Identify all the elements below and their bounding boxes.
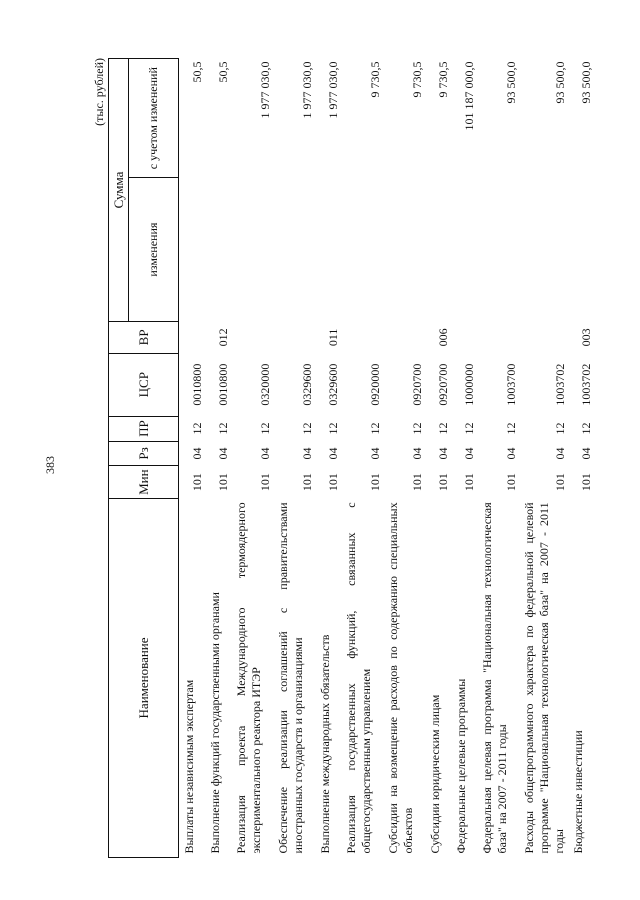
units-note: (тыс. рублей) xyxy=(92,58,106,126)
row-vr: 006 xyxy=(436,328,450,347)
row-change xyxy=(315,178,341,322)
row-csr: 0329600 xyxy=(326,363,340,406)
row-pr: 12 xyxy=(410,422,424,435)
row-vr xyxy=(179,321,206,353)
row-csr: 0329600 xyxy=(300,363,314,406)
header-rz: Рз xyxy=(109,441,179,466)
row-total: 50,5 xyxy=(190,61,204,83)
row-rz: 04 xyxy=(326,447,340,460)
row-pr: 12 xyxy=(462,422,476,435)
header-change: изменения xyxy=(129,178,179,322)
header-name: Наименование xyxy=(109,498,179,857)
header-min: Мин xyxy=(109,466,179,498)
row-pr: 12 xyxy=(368,422,382,435)
row-change xyxy=(179,178,206,322)
row-change xyxy=(341,178,383,322)
row-vr xyxy=(451,321,477,353)
row-name: Выполнение международных обязательств xyxy=(318,634,332,854)
header-csr: ЦСР xyxy=(109,353,179,416)
table-body xyxy=(179,59,595,858)
row-name: Реализация государственных функций, связанных с общегосударственным управлением xyxy=(344,502,373,854)
row-csr: 0320000 xyxy=(258,363,272,406)
row-rz: 04 xyxy=(410,447,424,460)
row-total: 1 977 030,0 xyxy=(300,61,314,119)
row-name: Реализация проекта Международного термоядерного экспериментального реактора ИТЭР xyxy=(234,502,263,854)
table-row xyxy=(477,59,519,858)
row-min: 101 xyxy=(258,473,272,492)
row-min: 101 xyxy=(300,473,314,492)
row-change xyxy=(425,178,451,322)
row-pr: 12 xyxy=(300,422,314,435)
row-vr xyxy=(383,321,425,353)
row-pr: 12 xyxy=(579,422,593,435)
row-pr: 12 xyxy=(553,422,567,435)
row-total: 1 977 030,0 xyxy=(326,61,340,119)
row-rz: 04 xyxy=(504,447,518,460)
table-row xyxy=(425,59,451,858)
row-change xyxy=(568,178,594,322)
rotated-page xyxy=(92,58,593,858)
row-min: 101 xyxy=(579,473,593,492)
row-change xyxy=(273,178,315,322)
row-min: 101 xyxy=(410,473,424,492)
row-min: 101 xyxy=(216,473,230,492)
table-row xyxy=(205,59,231,858)
budget-table xyxy=(108,58,594,858)
row-csr: 0010800 xyxy=(190,363,204,406)
row-csr: 1000000 xyxy=(462,363,476,406)
table-row xyxy=(179,59,206,858)
row-total: 50,5 xyxy=(216,61,230,83)
table-row xyxy=(568,59,594,858)
row-pr: 12 xyxy=(258,422,272,435)
row-change xyxy=(519,178,568,322)
row-vr xyxy=(273,321,315,353)
row-csr: 1003702 xyxy=(553,363,567,406)
header-with-changes: с учетом изменений xyxy=(129,59,179,178)
row-csr: 0920000 xyxy=(368,363,382,406)
row-total: 93 500,0 xyxy=(579,61,593,104)
row-name: Обеспечение реализации соглашений с правительствами иностранных государств и организациями xyxy=(276,502,305,854)
row-total: 1 977 030,0 xyxy=(258,61,272,119)
row-vr xyxy=(231,321,273,353)
header-vr: ВР xyxy=(109,321,179,353)
row-rz: 04 xyxy=(579,447,593,460)
row-total: 93 500,0 xyxy=(504,61,518,104)
table-row xyxy=(231,59,273,858)
row-name: Федеральная целевая программа "Национальная технологическая база" на 2007 - 2011 годы xyxy=(480,502,509,854)
row-vr xyxy=(341,321,383,353)
row-name: Субсидии юридическим лицам xyxy=(428,694,442,854)
row-change xyxy=(205,178,231,322)
row-pr: 12 xyxy=(326,422,340,435)
row-pr: 12 xyxy=(190,422,204,435)
row-min: 101 xyxy=(368,473,382,492)
table-row xyxy=(315,59,341,858)
row-rz: 04 xyxy=(462,447,476,460)
row-rz: 04 xyxy=(553,447,567,460)
row-total: 9 730,5 xyxy=(410,61,424,98)
page-number: 383 xyxy=(43,456,57,474)
row-csr: 1003702 xyxy=(579,363,593,406)
row-rz: 04 xyxy=(216,447,230,460)
row-name: Бюджетные инвестиции xyxy=(571,730,585,854)
row-change xyxy=(383,178,425,322)
row-csr: 1003700 xyxy=(504,363,518,406)
header-sum: Сумма xyxy=(109,59,129,322)
row-pr: 12 xyxy=(436,422,450,435)
row-pr: 12 xyxy=(504,422,518,435)
row-rz: 04 xyxy=(258,447,272,460)
row-total: 9 730,5 xyxy=(436,61,450,98)
row-min: 101 xyxy=(553,473,567,492)
row-vr xyxy=(519,321,568,353)
row-min: 101 xyxy=(326,473,340,492)
row-vr: 003 xyxy=(579,328,593,347)
row-min: 101 xyxy=(462,473,476,492)
row-change xyxy=(477,178,519,322)
row-csr: 0010800 xyxy=(216,363,230,406)
row-change xyxy=(451,178,477,322)
row-vr: 012 xyxy=(216,328,230,347)
row-vr xyxy=(477,321,519,353)
row-csr: 0920700 xyxy=(410,363,424,406)
header-pr: ПР xyxy=(109,416,179,441)
row-csr: 0920700 xyxy=(436,363,450,406)
row-name: Выполнение функций государственными органами xyxy=(208,592,222,854)
row-min: 101 xyxy=(190,473,204,492)
table-row xyxy=(519,59,568,858)
row-name: Федеральные целевые программы xyxy=(454,678,468,854)
row-total: 93 500,0 xyxy=(553,61,567,104)
row-rz: 04 xyxy=(368,447,382,460)
table-row xyxy=(383,59,425,858)
row-rz: 04 xyxy=(436,447,450,460)
row-name: Субсидии на возмещение расходов по содержанию специальных объектов xyxy=(386,502,415,854)
row-total: 101 187 000,0 xyxy=(462,61,476,131)
row-vr: 011 xyxy=(326,328,340,347)
row-change xyxy=(231,178,273,322)
row-rz: 04 xyxy=(190,447,204,460)
row-pr: 12 xyxy=(216,422,230,435)
row-name: Расходы общепрограммного характера по федеральной целевой программе "Национальная технологическая база" на 2007 - 2011 годы xyxy=(522,502,566,854)
row-rz: 04 xyxy=(300,447,314,460)
row-name: Выплаты независимым экспертам xyxy=(182,679,196,854)
row-min: 101 xyxy=(436,473,450,492)
table-row xyxy=(341,59,383,858)
table-row xyxy=(451,59,477,858)
table-row xyxy=(273,59,315,858)
row-total: 9 730,5 xyxy=(368,61,382,98)
row-min: 101 xyxy=(504,473,518,492)
